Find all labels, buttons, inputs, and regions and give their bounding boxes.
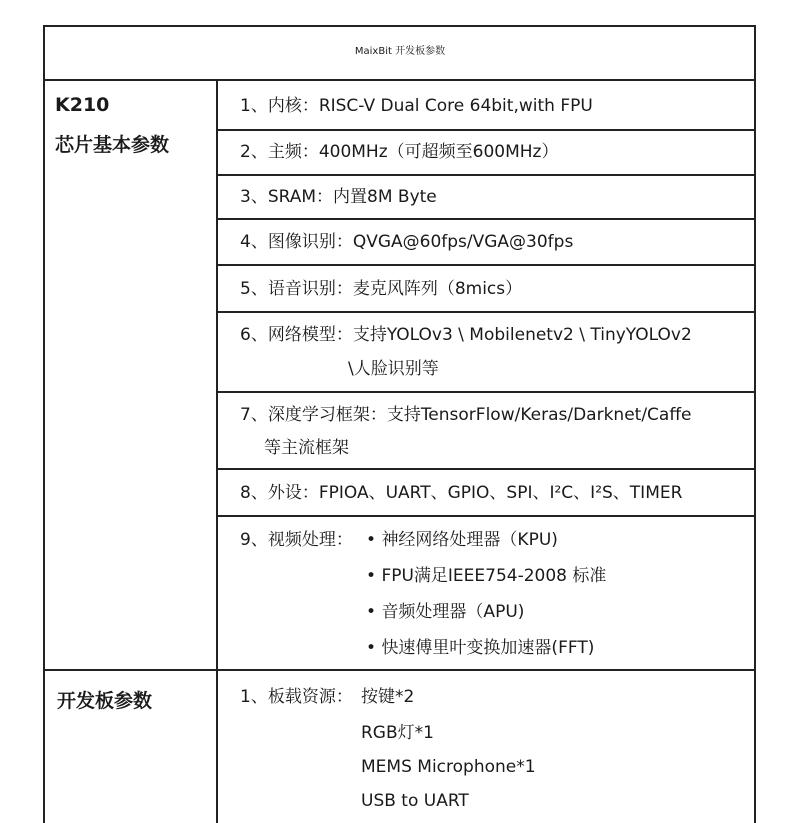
video-bullet-text: 音频处理器（APU) [381,602,525,622]
board-resource-item: 按键*2 [361,687,415,707]
video-bullet-item: • 音频处理器（APU) [366,602,525,622]
row-divider [216,129,756,131]
row-divider [216,515,756,517]
k210-label-sub: 芯片基本参数 [55,134,170,156]
table-border-top [43,25,756,27]
video-bullet-item: • 快速傅里叶变换加速器(FFT) [366,638,595,658]
board-resource-item: USB to UART [361,791,469,811]
param-row-voice: 5、语音识别：麦克风阵列（8mics） [240,279,523,299]
board-resources-prefix: 1、板载资源： [240,687,353,707]
column-divider [216,79,218,823]
board-resource-item: RGB灯*1 [361,723,434,743]
param-row-dl: 7、深度学习框架：支持TensorFlow/Keras/Darknet/Caffe [240,405,692,425]
row-divider [216,218,756,220]
param-row-network-cont: \人脸识别等 [348,359,439,379]
param-row-freq: 2、主频：400MHz（可超频至600MHz） [240,142,559,162]
board-label: 开发板参数 [57,690,153,712]
table-border-right [754,25,756,823]
video-bullet-text: 神经网络处理器（KPU) [381,530,558,550]
param-row-image: 4、图像识别：QVGA@60fps/VGA@30fps [240,232,574,252]
board-resource-item: MEMS Microphone*1 [361,757,536,777]
param-row-network: 6、网络模型：支持YOLOv3 \ Mobilenetv2 \ TinyYOLOv2 [240,325,692,345]
table-title: MaixBit 开发板参数 [354,46,446,57]
row-divider [216,311,756,313]
param-row-sram: 3、SRAM：内置8M Byte [240,187,437,207]
row-divider [216,468,756,470]
video-bullet-text: 快速傅里叶变换加速器(FFT) [381,638,595,658]
row-divider [216,391,756,393]
param-row-dl-cont: 等主流框架 [264,438,349,458]
video-bullet-item: • FPU满足IEEE754-2008 标准 [366,566,607,586]
video-bullet-text: FPU满足IEEE754-2008 标准 [381,566,607,586]
param-row-core: 1、内核：RISC-V Dual Core 64bit,with FPU [240,96,593,116]
k210-label: K210 [55,94,110,116]
video-bullet-item: • 神经网络处理器（KPU) [366,530,558,550]
section-divider [43,669,756,671]
row-divider [216,174,756,176]
title-row-divider [43,79,756,81]
row-divider [216,264,756,266]
param-row-peripherals: 8、外设：FPIOA、UART、GPIO、SPI、I²C、I²S、TIMER [240,483,683,503]
table-border-left [43,25,45,823]
param-row-video-prefix: 9、视频处理： [240,530,353,550]
